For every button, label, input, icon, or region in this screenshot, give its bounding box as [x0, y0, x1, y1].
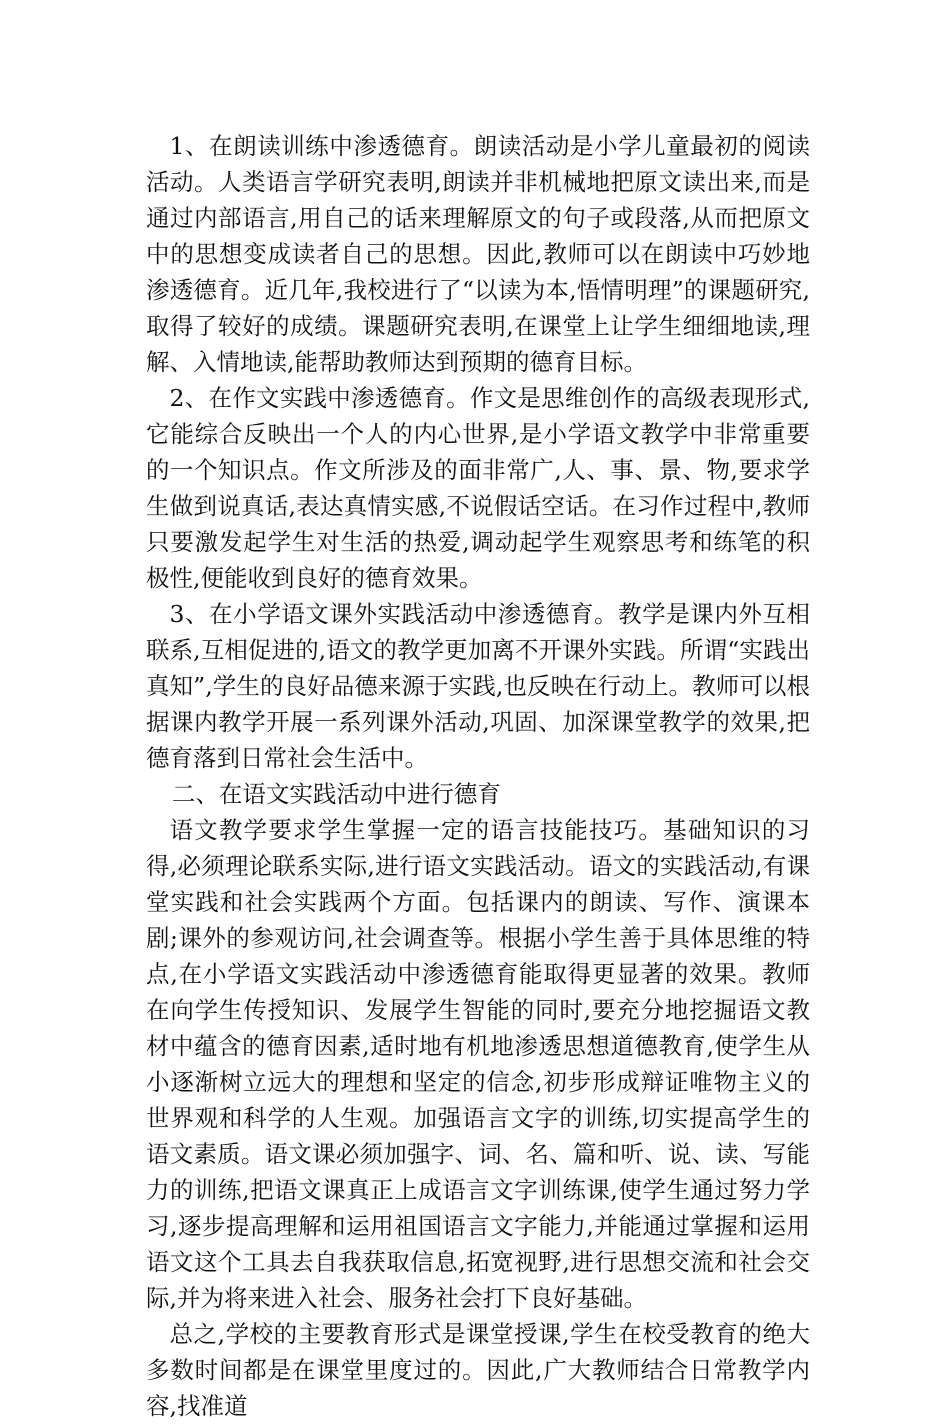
paragraph-language-practice: 语文教学要求学生掌握一定的语言技能技巧。基础知识的习得,必须理论联系实际,进行语文实践活动。语文的实践活动,有课堂实践和社会实践两个方面。包括课内的朗读、写作、演课本剧;课外的参观访问,社会调查等。根据小学生善于具体思维的特点,在小学语文实践活动中渗透德育能取得更显著的效果。教师在向学生传授知识、发展学生智能的同时,要充分地挖掘语文教材中蕴含的德育因素,适时地有机地渗透思想道德教育,使学生从小逐渐树立远大的理想和坚定的信念,初步形成辩证唯物主义的世界观和科学的人生观。加强语言文字的训练,切实提高学生的语文素质。语文课必须加强字、词、名、篇和听、说、读、写能力的训练,把语文课真正上成语言文字训练课,使学生通过努力学习,逐步提高理解和运用祖国语言文字能力,并能通过掌握和运用语文这个工具去自我获取信息,拓宽视野,进行思想交流和社会交际,并为将来进入社会、服务社会打下良好基础。: [146, 816, 810, 1312]
paragraph-reading-moral-education: 1、在朗读训练中渗透德育。朗读活动是小学儿童最初的阅读活动。人类语言学研究表明,朗读并非机械地把原文读出来,而是通过内部语言,用自己的话来理解原文的句子或段落,从而把原文中的思想变成读者自己的思想。因此,教师可以在朗读中巧妙地渗透德育。近几年,我校进行了“以读为本,悟情明理”的课题研究,取得了较好的成绩。课题研究表明,在课堂上让学生细细地读,理解、入情地读,能帮助教师达到预期的德育目标。: [146, 132, 810, 376]
paragraph-conclusion: 总之,学校的主要教育形式是课堂授课,学生在校受教育的绝大多数时间都是在课堂里度过的。因此,广大教师结合日常教学内容,找准道: [146, 1320, 810, 1420]
document-page: [146, 128, 810, 1424]
paragraph-composition-moral-education: 2、在作文实践中渗透德育。作文是思维创作的高级表现形式,它能综合反映出一个人的内心世界,是小学语文教学中非常重要的一个知识点。作文所涉及的面非常广,人、事、景、物,要求学生做到说真话,表达真情实感,不说假话空话。在习作过程中,教师只要激发起学生对生活的热爱,调动起学生观察思考和练笔的积极性,便能收到良好的德育效果。: [146, 384, 810, 592]
paragraph-extracurricular-moral-education: 3、在小学语文课外实践活动中渗透德育。教学是课内外互相联系,互相促进的,语文的教学更加离不开课外实践。所谓“实践出真知”,学生的良好品德来源于实践,也反映在行动上。教师可以根据课内教学开展一系列课外活动,巩固、加深课堂教学的效果,把德育落到日常社会生活中。: [146, 600, 810, 772]
section-heading-practice-activities: 二、在语文实践活动中进行德育: [171, 780, 501, 808]
